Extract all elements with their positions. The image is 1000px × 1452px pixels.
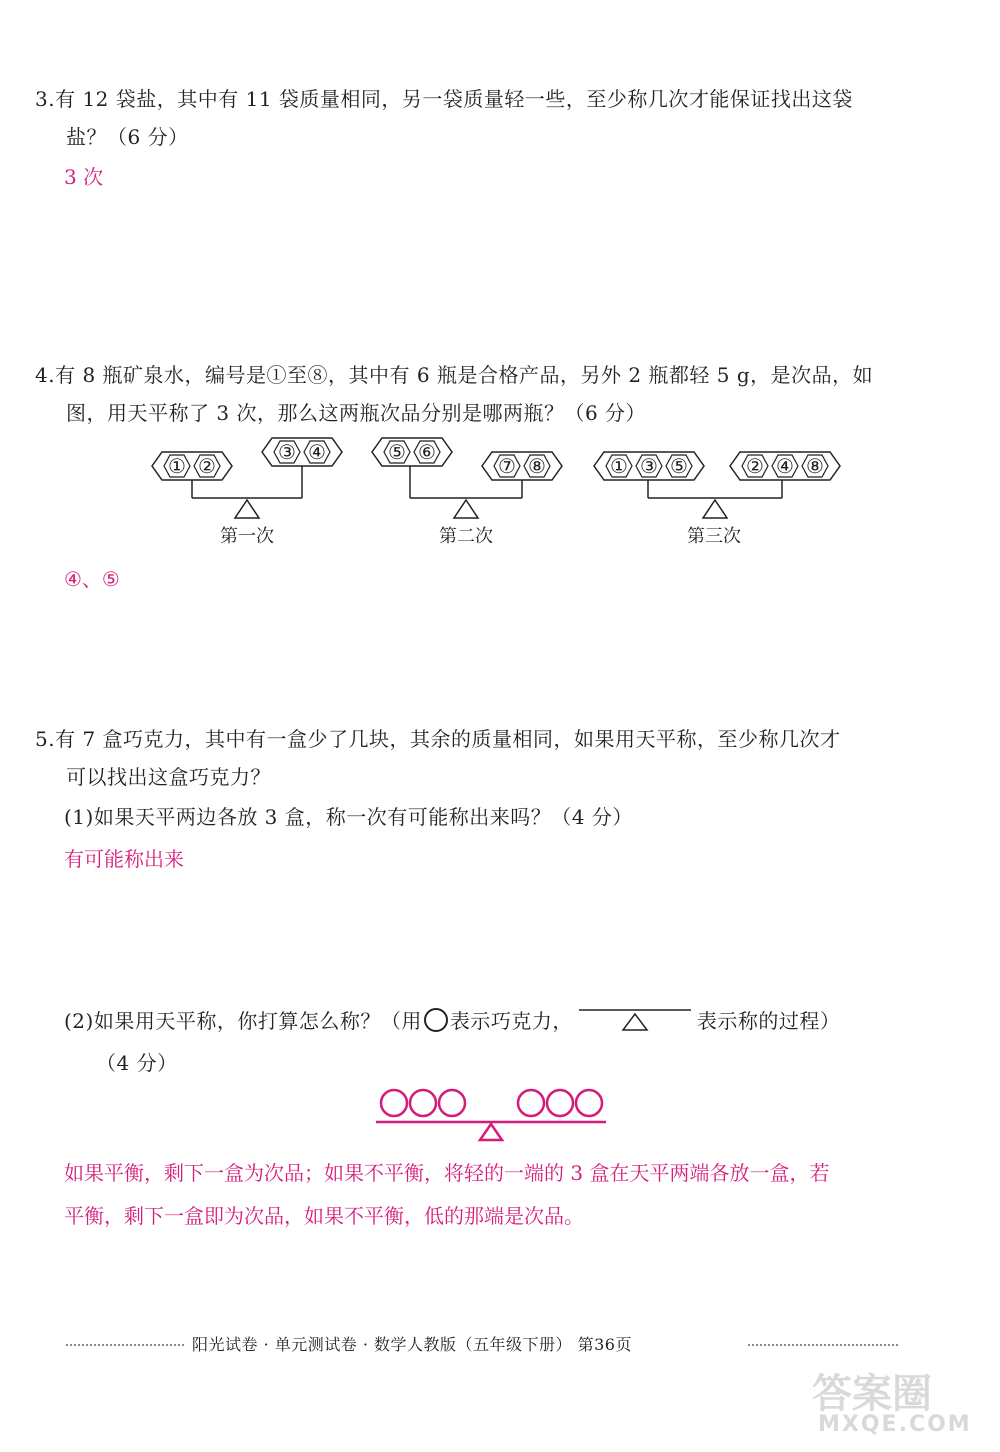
footer-text: 阳光试卷 · 单元测试卷 · 数学人教版（五年级下册） 第36页: [192, 1335, 632, 1354]
chocolate-circle-icon: [424, 1008, 448, 1032]
q5-line2: 可以找出这盒巧克力？: [66, 765, 271, 789]
weighing-3: [594, 452, 840, 518]
bottle-label: ②: [746, 454, 764, 478]
chocolate-circle-icon: [439, 1090, 465, 1116]
weighing-caption-1: 第一次: [220, 526, 274, 547]
chocolate-circle-icon: [381, 1090, 407, 1116]
watermark-url: MXQE.COM: [818, 1412, 972, 1437]
q5-sub2-text-c: 表示称的过程）: [696, 1009, 841, 1033]
q5-line1: 5.有 7 盒巧克力，其中有一盒少了几块，其余的质量相同，如果用天平称，至少称几次才: [35, 727, 841, 751]
bottle-label: ④: [308, 440, 326, 464]
chocolate-circle-icon: [576, 1090, 602, 1116]
footer-dots-left: [66, 1344, 184, 1346]
weighing-caption-2: 第二次: [439, 526, 493, 547]
scale-fulcrum-icon: [480, 1124, 502, 1140]
balance-diagrams: [0, 430, 1000, 520]
watermark-logo: 答案圈: [812, 1371, 932, 1417]
q3-line1: 3.有 12 袋盐，其中有 11 袋质量相同，另一袋质量轻一些，至少称几次才能保证找出这袋: [35, 87, 853, 111]
q5-sub1-answer: 有可能称出来: [64, 847, 184, 871]
q5-sub2-answer-line2: 平衡，剩下一盒即为次品，如果不平衡，低的那端是次品。: [64, 1204, 584, 1228]
bottle-label: ⑥: [418, 440, 436, 464]
bottle-label: ②: [198, 454, 216, 478]
bottle-label: ⑧: [806, 454, 824, 478]
weighing-caption-3: 第三次: [687, 526, 741, 547]
q5-sub2-text-a: (2)如果用天平称，你打算怎么称？（用: [64, 1009, 422, 1033]
q5-sub1-text: (1)如果天平两边各放 3 盒，称一次有可能称出来吗？（4 分）: [64, 805, 633, 829]
bottle-label: ④: [776, 454, 794, 478]
footer-dots-right: [748, 1344, 898, 1346]
bottle-label: ③: [278, 440, 296, 464]
balance-scale-icon: [577, 1006, 693, 1032]
q4-line2: 图，用天平称了 3 次，那么这两瓶次品分别是哪两瓶？（6 分）: [66, 401, 647, 425]
weighing-1: [152, 438, 342, 518]
chocolate-circle-icon: [410, 1090, 436, 1116]
answer-balance-diagram: [370, 1086, 610, 1148]
bottle-label: ①: [610, 454, 628, 478]
bottle-label: ⑤: [670, 454, 688, 478]
q5-sub2-text: [64, 1006, 840, 1034]
q5-sub2-answer-line1: 如果平衡，剩下一盒为次品；如果不平衡，将轻的一端的 3 盒在天平两端各放一盒，若: [64, 1161, 830, 1185]
weighing-2: [372, 438, 562, 518]
scale-fulcrum-icon: [235, 500, 259, 518]
bottle-label: ⑤: [388, 440, 406, 464]
q4-answer: ④、⑤: [64, 567, 120, 591]
scale-fulcrum-icon: [454, 500, 478, 518]
q3-line2: 盐？（6 分）: [66, 125, 189, 149]
chocolate-circle-icon: [547, 1090, 573, 1116]
q4-line1: 4.有 8 瓶矿泉水，编号是①至⑧，其中有 6 瓶是合格产品，另外 2 瓶都轻 5 g，是次品，如: [35, 363, 874, 387]
bottle-label: ⑧: [528, 454, 546, 478]
scale-fulcrum-icon: [703, 500, 727, 518]
bottle-label: ⑦: [498, 454, 516, 478]
bottle-label: ①: [168, 454, 186, 478]
q5-sub2-text-b: 表示巧克力，: [449, 1009, 573, 1033]
q5-sub2-score: （4 分）: [96, 1051, 178, 1075]
chocolate-circle-icon: [518, 1090, 544, 1116]
q3-answer: 3 次: [64, 165, 104, 189]
bottle-label: ③: [640, 454, 658, 478]
